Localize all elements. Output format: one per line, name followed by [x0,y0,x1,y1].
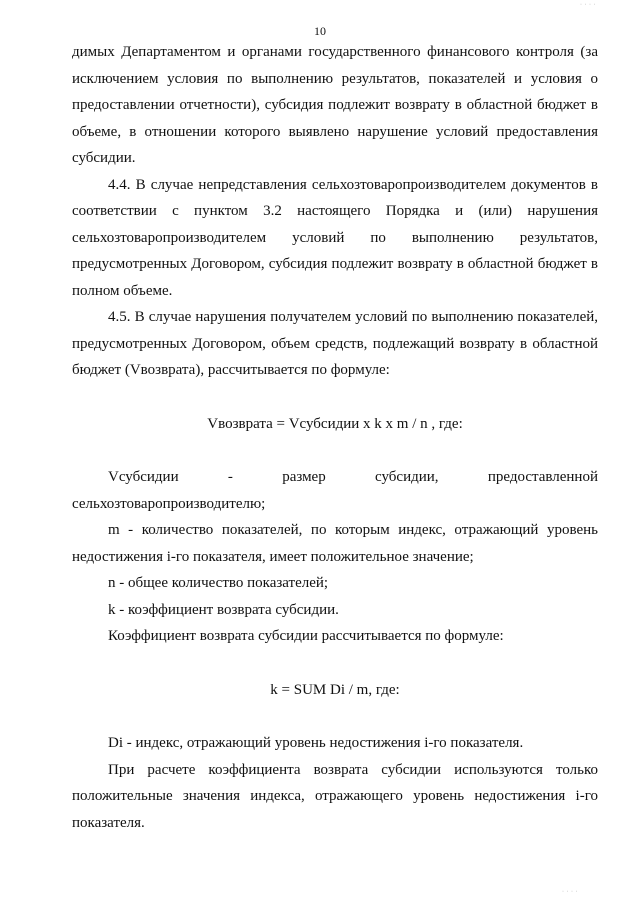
formula-refund: Vвозврата = Vсубсидии x k x m / n , где: [207,415,463,432]
page-number: 10 [314,24,326,38]
paragraph-continuation: димых Департаментом и органами государственного финансового контроля (за исключением условия по выполнению результатов, показателей и условия о предоставлении отчетности), субсидия подлежит возврату в областной бюджет в объеме, в отношении которого выявлено нарушение условий предоставления субсидии. [72,44,598,166]
definition-di: Di - индекс, отражающий уровень недостижения i-го показателя. [108,735,524,751]
definition-v-subsidy: Vсубсидии - размер субсидии, предоставленной сельхозтоваропроизводителю; [72,469,598,512]
scan-mark: · · · · [562,889,578,895]
spacer [72,384,598,411]
scan-mark: · · · · [580,2,596,8]
spacer [72,703,598,730]
paragraph-4-5: 4.5. В случае нарушения получателем условий по выполнению показателей, предусмотренных Договором, объем средств, подлежащий возврату в областной бюджет (Vвозврата), рассчитывается по формуле: [72,309,598,378]
spacer [72,650,598,677]
paragraph-4-4: 4.4. В случае непредставления сельхозтоваропроизводителем документов в соответствии с пунктом 3.2 настоящего Порядка и (или) нарушения сельхозтоваропроизводителем условий по выполнению результатов, предусмотренных Договором, субсидия подлежит возврату в областной бюджет в полном объеме. [72,176,598,299]
formula-coefficient: k = SUM Di / m, где: [270,681,400,698]
paragraph-coefficient: Коэффициент возврата субсидии рассчитывается по формуле: [108,628,504,644]
document-body [72,39,598,836]
paragraph-final: При расчете коэффициента возврата субсидии используются только положительные значения индекса, отражающего уровень недостижения i-го показателя. [72,761,598,831]
spacer [72,437,598,464]
definition-k: k - коэффициент возврата субсидии. [108,601,339,618]
definition-n: n - общее количество показателей; [108,575,329,591]
definition-m: m - количество показателей, по которым индекс, отражающий уровень недостижения i-го показателя, имеет положительное значение; [72,522,598,565]
